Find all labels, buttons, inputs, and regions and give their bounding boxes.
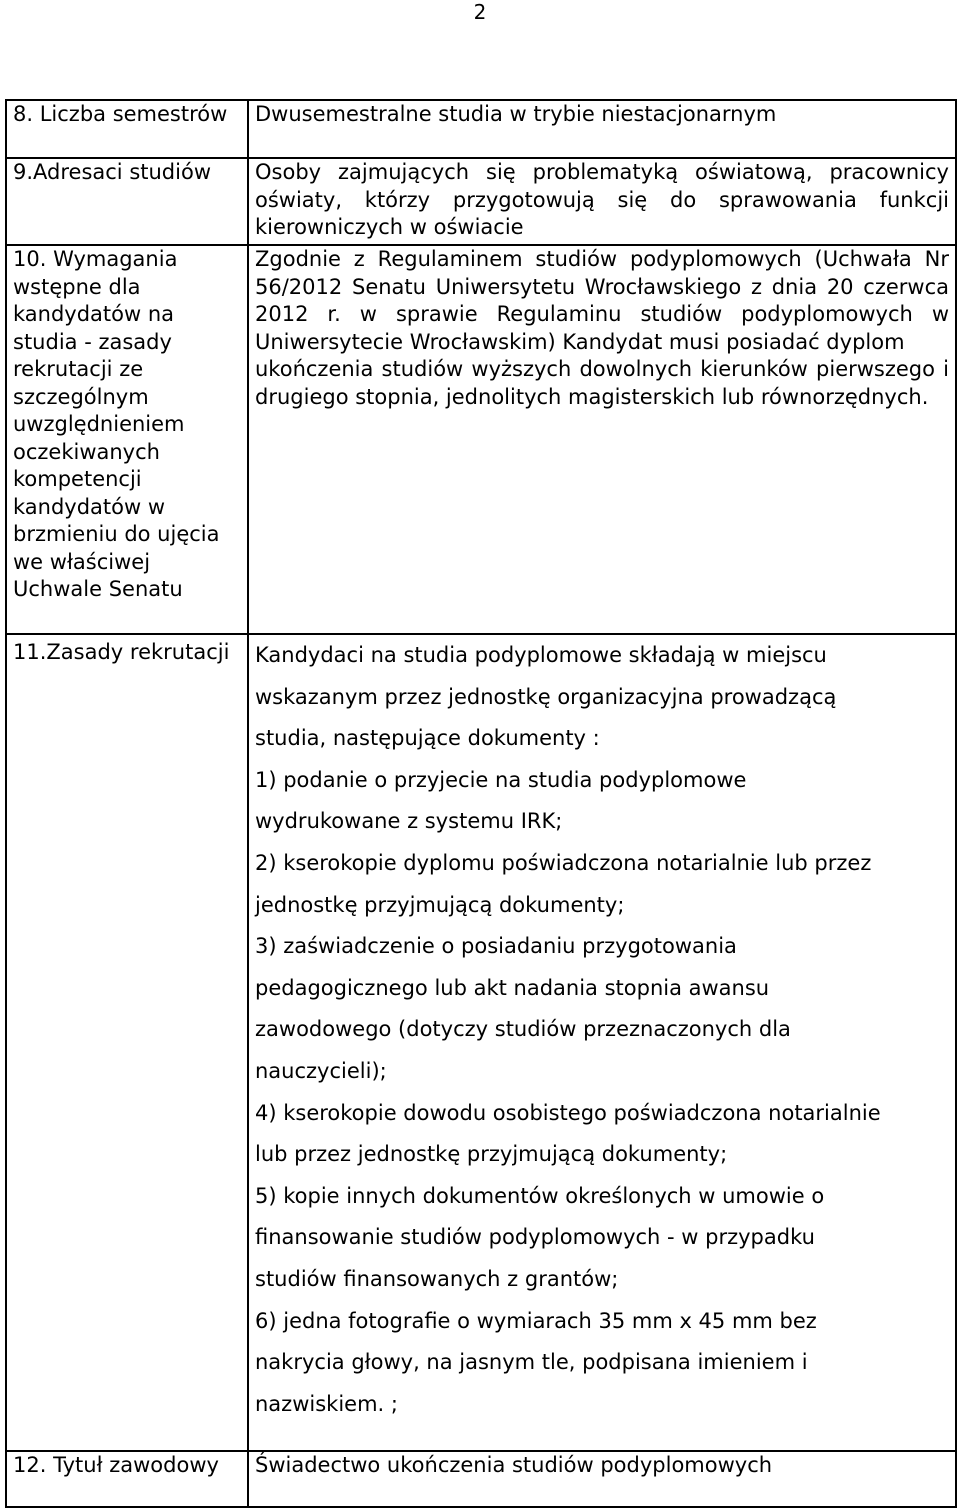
list-item: Kandydaci na studia podyplomowe składają w miejscu <box>255 643 827 667</box>
list-item: 5) kopie innych dokumentów określonych w umowie o <box>255 1183 825 1208</box>
row-label: 9.Adresaci studiów <box>6 158 248 245</box>
list-item: studia, następujące dokumenty : <box>255 726 600 751</box>
row-label: 10. Wymagania wstępne dla kandydatów na studia - zasady rekrutacji ze szczególnym uwzględnieniem oczekiwanych kompetencji kandydatów w brzmieniu do ujęcia we właściwej Uchwale Senatu <box>6 245 248 634</box>
list-item: 4) kserokopie dowodu osobistego poświadczona notarialnie <box>255 1100 881 1125</box>
list-item: 1) podanie o przyjecie na studia podyplomowe <box>255 767 747 792</box>
list-item: studiów finansowanych z grantów; <box>255 1266 619 1291</box>
list-item: wydrukowane z systemu IRK; <box>255 809 563 834</box>
table-row-audience <box>6 158 956 245</box>
recruitment-label: 11.Zasady rekrutacji <box>13 640 230 664</box>
requirements-text-continued: ukończenia studiów wyższych dowolnych kierunków pierwszego i drugiego stopnia, jednolitych magisterskich lub równorzędnych. <box>255 357 949 409</box>
list-item: jednostkę przyjmującą dokumenty; <box>255 892 625 917</box>
row-label <box>6 634 248 1451</box>
list-item: lub przez jednostkę przyjmującą dokumenty; <box>255 1142 728 1167</box>
list-item: 2) kserokopie dyplomu poświadczona notarialnie lub przez <box>255 850 872 875</box>
study-info-table <box>5 99 957 1508</box>
row-label: 12. Tytuł zawodowy <box>6 1451 248 1507</box>
list-item: 3) zaświadczenie o posiadaniu przygotowania <box>255 934 737 959</box>
list-item: nakrycia głowy, na jasnym tle, podpisana imieniem i <box>255 1350 808 1375</box>
row-content <box>248 245 956 634</box>
list-item: wskazanym przez jednostkę organizacyjna prowadzącą <box>255 684 837 709</box>
page-number: 2 <box>473 0 487 24</box>
recruitment-lines <box>255 635 949 1425</box>
list-item: nauczycieli); <box>255 1058 387 1083</box>
row-content: Świadectwo ukończenia studiów podyplomowych <box>248 1451 956 1507</box>
list-item: finansowanie studiów podyplomowych - w przypadku <box>255 1225 815 1250</box>
list-item: pedagogicznego lub akt nadania stopnia awansu <box>255 975 770 1000</box>
table-row-recruitment <box>6 634 956 1451</box>
list-item: 6) jedna fotografie o wymiarach 35 mm x 45 mm bez <box>255 1308 817 1333</box>
row-content: Osoby zajmujących się problematyką oświatową, pracownicy oświaty, którzy przygotowują się do sprawowania funkcji kierowniczych w oświacie <box>248 158 956 245</box>
row-content: Dwusemestralne studia w trybie niestacjonarnym <box>248 100 956 158</box>
list-item: zawodowego (dotyczy studiów przeznaczonych dla <box>255 1017 791 1042</box>
table-row-requirements <box>6 245 956 634</box>
row-label: 8. Liczba semestrów <box>6 100 248 158</box>
row-content <box>248 634 956 1451</box>
list-item: nazwiskiem. ; <box>255 1391 398 1416</box>
requirements-text: Zgodnie z Regulaminem studiów podyplomowych (Uchwała Nr 56/2012 Senatu Uniwersytetu Wrocławskiego z dnia 20 czerwca 2012 r. w sprawie Regulaminu studiów podyplomowych w Uniwersytecie Wrocławskim) Kandydat musi posiadać dyplom <box>255 247 949 354</box>
table-row-title <box>6 1451 956 1507</box>
table-row-semesters <box>6 100 956 158</box>
